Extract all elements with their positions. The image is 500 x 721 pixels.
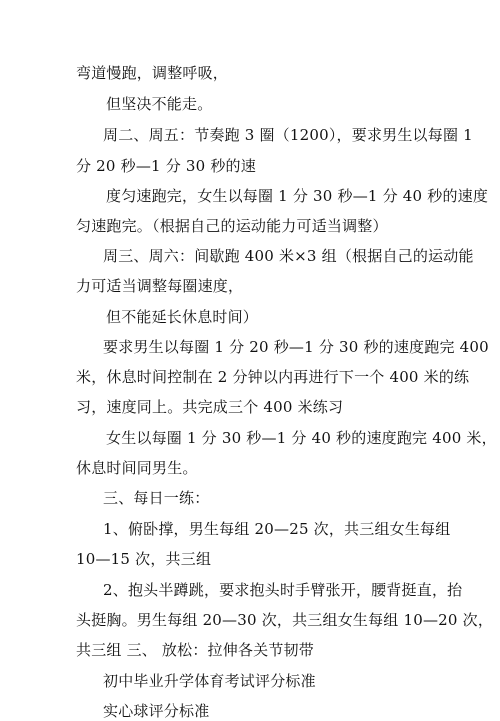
text-line: 度匀速跑完，女生以每圈 1 分 30 秒—1 分 40 秒的速度	[106, 187, 489, 205]
text-line: 习，速度同上。共完成三个 400 米练习	[76, 398, 344, 416]
text-line: 10—15 次，共三组	[76, 550, 212, 568]
text-line: 周三、周六：间歇跑 400 米×3 组（根据自己的运动能	[103, 247, 474, 265]
text-line: 2、抱头半蹲跳，要求抱头时手臂张开，腰背挺直，抬	[103, 581, 463, 599]
text-line: 周二、周五：节奏跑 3 圈（1200），要求男生以每圈 1	[103, 126, 473, 144]
text-line: 分 20 秒—1 分 30 秒的速	[76, 157, 256, 175]
text-line: 匀速跑完。（根据自己的运动能力可适当调整）	[76, 217, 388, 235]
text-line: 1、俯卧撑，男生每组 20—25 次，共三组女生每组	[103, 520, 451, 538]
text-line: 休息时间同男生。	[76, 459, 198, 477]
text-line: 共三组 三、 放松：拉伸各关节韧带	[76, 641, 314, 659]
text-line: 要求男生以每圈 1 分 20 秒—1 分 30 秒的速度跑完 400	[103, 338, 489, 356]
text-line: 但坚决不能走。	[106, 95, 213, 113]
text-line: 但不能延长休息时间）	[106, 308, 259, 326]
text-line: 力可适当调整每圈速度，	[76, 277, 244, 295]
text-line: 头挺胸。男生每组 20—30 次，共三组女生每组 10—20 次，	[76, 611, 494, 629]
text-line: 女生以每圈 1 分 30 秒—1 分 40 秒的速度跑完 400 米，	[106, 429, 497, 447]
text-line: 实心球评分标准	[103, 702, 210, 720]
text-line: 初中毕业升学体育考试评分标准	[103, 672, 316, 690]
text-line: 弯道慢跑，调整呼吸，	[76, 64, 229, 82]
text-line: 米，休息时间控制在 2 分钟以内再进行下一个 400 米的练	[76, 368, 470, 386]
text-line: 三、每日一练：	[103, 489, 210, 507]
